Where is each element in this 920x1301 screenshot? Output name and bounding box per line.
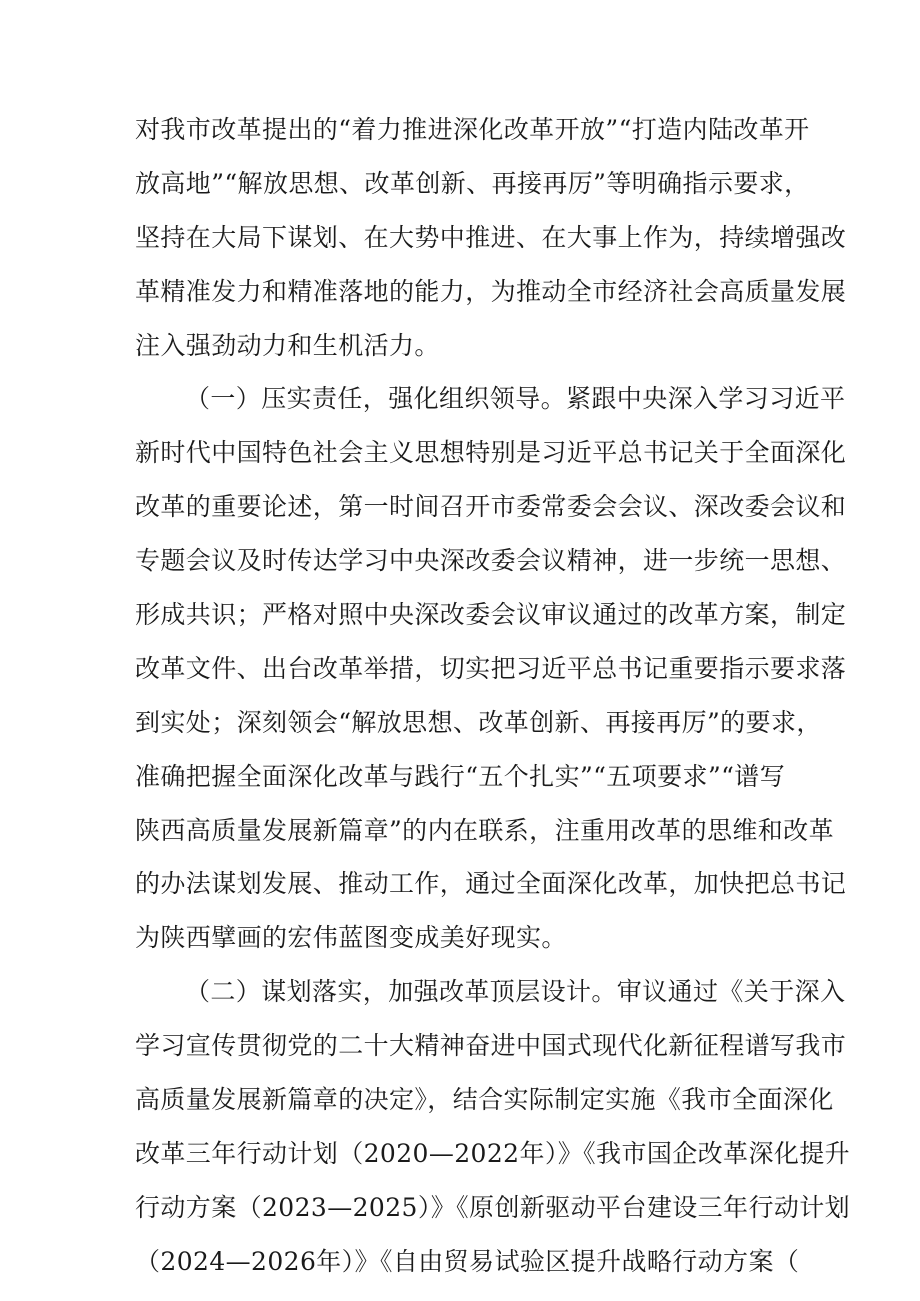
text-line: 专题会议及时传达学习中央深改委会议精神，进一步统一思想、 [135,546,847,576]
text-line: 的办法谋划发展、推动工作，通过全面深化改革，加快把总书记 [135,869,847,899]
text-line: 形成共识；严格对照中央深改委会议审议通过的改革方案，制定 [135,600,847,630]
text-line: 行动方案（2023—2025）》《原创新驱动平台建设三年行动计划 [135,1192,851,1222]
text-line: 学习宣传贯彻党的二十大精神奋进中国式现代化新征程谱写我市 [135,1031,847,1061]
paragraph-heading-line: （二）谋划落实，加强改革顶层设计。审议通过《关于深入 [185,977,846,1007]
text-line: 高质量发展新篇章的决定》，结合实际制定实施《我市全面深化 [135,1085,834,1115]
text-line: 放高地”“解放思想、改革创新、再接再厉”等明确指示要求， [135,168,810,198]
text-line: 对我市改革提出的“着力推进深化改革开放”“打造内陆改革开 [135,115,810,144]
paragraph-heading-line: （一）压实责任，强化组织领导。紧跟中央深入学习习近平 [185,384,846,414]
text-line: 注入强劲动力和生机活力。 [135,330,440,360]
document-body [135,103,851,1289]
text-line: 改革的重要论述，第一时间召开市委常委会会议、深改委会议和 [135,492,847,522]
text-line: 到实处；深刻领会“解放思想、改革创新、再接再厉”的要求， [135,707,822,737]
text-line: 改革文件、出台改革举措，切实把习近平总书记重要指示要求落 [135,653,847,683]
text-line: （2024—2026年）》《自由贸易试验区提升战略行动方案（ [135,1246,800,1276]
text-line: 新时代中国特色社会主义思想特别是习近平总书记关于全面深化 [135,438,847,468]
text-line: 陕西高质量发展新篇章”的内在联系，注重用改革的思维和改革 [135,815,834,845]
text-line: 准确把握全面深化改革与践行“五个扎实”“五项要求”“谱写 [135,761,786,791]
text-line: 为陕西擘画的宏伟蓝图变成美好现实。 [135,923,567,953]
text-line: 革精准发力和精准落地的能力，为推动全市经济社会高质量发展 [135,276,847,306]
text-line: 坚持在大局下谋划、在大势中推进、在大事上作为，持续增强改 [135,222,847,252]
text-line: 改革三年行动计划（2020—2022年）》《我市国企改革深化提升 [135,1138,851,1168]
